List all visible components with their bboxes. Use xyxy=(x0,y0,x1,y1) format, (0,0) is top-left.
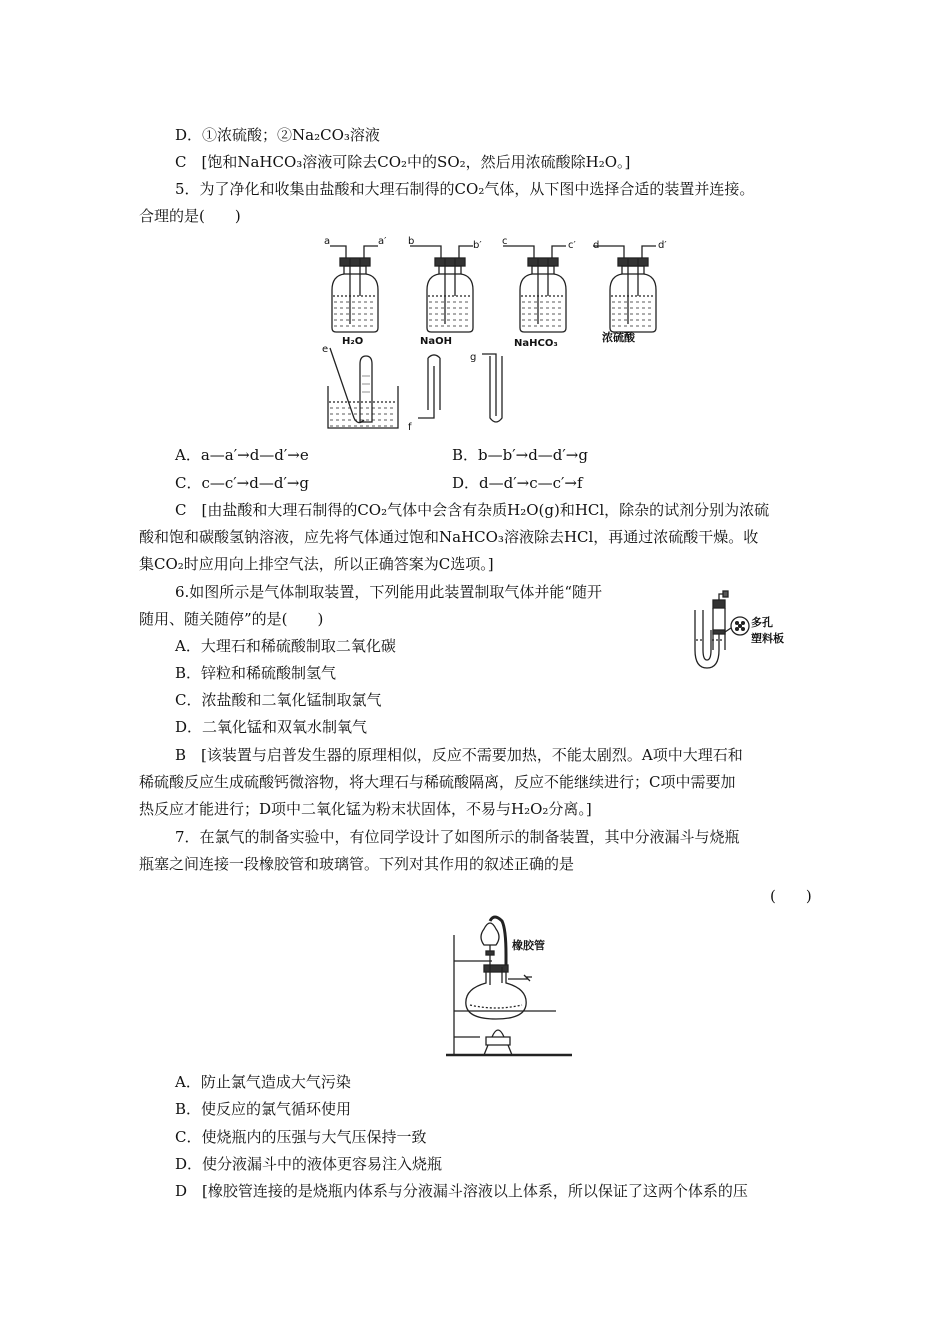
porous-plate-label-2: 塑料板 xyxy=(751,632,784,645)
rubber-tube-label: 橡胶管 xyxy=(512,939,545,952)
q5-stem-line2: 合理的是( ) xyxy=(139,207,241,225)
upward-collection-tube xyxy=(482,354,502,422)
downward-collection-tube xyxy=(418,355,440,418)
port-c-prime: c′ xyxy=(568,240,576,251)
port-c: c xyxy=(502,236,508,247)
q6-option-a: A．大理石和稀硫酸制取二氧化碳 xyxy=(175,637,396,655)
label-h2o: H₂O xyxy=(342,336,364,347)
q7-option-d: D．使分液漏斗中的液体更容易注入烧瓶 xyxy=(175,1155,443,1173)
q5-option-a: A．a—a′→d—d′→e xyxy=(175,446,309,464)
q6-answer-line2: 稀硫酸反应生成硫酸钙微溶物，将大理石与稀硫酸隔离，反应不能继续进行；C项中需要加 xyxy=(139,773,736,791)
label-conc-sulfuric-acid: 浓硫酸 xyxy=(602,331,635,344)
port-d-prime: d′ xyxy=(658,240,667,251)
port-b-prime: b′ xyxy=(473,240,482,251)
water-trough-collection xyxy=(328,348,398,428)
bottle-naoh xyxy=(410,246,473,332)
port-b: b xyxy=(408,236,415,247)
port-a: a xyxy=(324,236,331,247)
port-d: d xyxy=(593,240,600,251)
gas-washing-apparatus-figure xyxy=(310,236,680,434)
q7-answer-line1: D [橡胶管连接的是烧瓶内体系与分液漏斗溶液以上体系，所以保证了这两个体系的压 xyxy=(175,1182,748,1200)
q5-option-c: C．c—c′→d—d′→g xyxy=(175,474,310,492)
q7-answer-bracket: ( ) xyxy=(770,887,812,905)
q5-answer-line1: C [由盐酸和大理石制得的CO₂气体中会含有杂质H₂O(g)和HCl，除杂的试剂分别为浓硫 xyxy=(175,501,770,519)
q5-stem-line1: 5．为了净化和收集由盐酸和大理石制得的CO₂气体，从下图中选择合适的装置并连接。 xyxy=(175,180,755,198)
bottle-h2o xyxy=(330,246,378,332)
tube-label-g: g xyxy=(470,352,477,363)
chlorine-preparation-apparatus-figure xyxy=(440,915,590,1065)
q6-answer-line3: 热反应才能进行；D项中二氧化锰为粉末状固体，不易与H₂O₂分离。] xyxy=(139,800,592,818)
q7-option-a: A．防止氯气造成大气污染 xyxy=(175,1073,351,1091)
q7-option-b: B．使反应的氯气循环使用 xyxy=(175,1100,352,1118)
label-nahco3: NaHCO₃ xyxy=(514,338,558,349)
label-naoh: NaOH xyxy=(420,336,452,347)
q6-option-d: D．二氧化锰和双氧水制氧气 xyxy=(175,718,368,736)
q4-answer: C [饱和NaHCO₃溶液可除去CO₂中的SO₂，然后用浓硫酸除H₂O。] xyxy=(175,153,631,171)
tube-label-e: e xyxy=(322,344,329,355)
u-tube-apparatus-figure xyxy=(685,590,800,672)
q7-option-c: C．使烧瓶内的压强与大气压保持一致 xyxy=(175,1128,427,1146)
q6-option-b: B．锌粒和稀硫酸制氢气 xyxy=(175,664,337,682)
bottle-nahco3 xyxy=(503,246,566,332)
porous-plate-label-1: 多孔 xyxy=(751,616,773,629)
q6-stem-line2: 随用、随关随停”的是( ) xyxy=(139,610,324,628)
q7-stem-line1: 7．在氯气的制备实验中，有位同学设计了如图所示的制备装置，其中分液漏斗与烧瓶 xyxy=(175,828,740,846)
q5-option-d: D．d—d′→c—c′→f xyxy=(452,474,583,492)
q5-answer-line2: 酸和饱和碳酸氢钠溶液，应先将气体通过饱和NaHCO₃溶液除去HCl，再通过浓硫酸干燥。收 xyxy=(139,528,759,546)
port-a-prime: a′ xyxy=(378,236,387,247)
q5-answer-line3: 集CO₂时应用向上排空气法，所以正确答案为C选项。] xyxy=(139,555,494,573)
q6-answer-line1: B [该装置与启普发生器的原理相似，反应不需要加热，不能太剧烈。A项中大理石和 xyxy=(175,746,743,764)
q5-option-b: B．b—b′→d—d′→g xyxy=(452,446,588,464)
q7-stem-line2: 瓶塞之间连接一段橡胶管和玻璃管。下列对其作用的叙述正确的是 xyxy=(139,855,575,873)
q4-option-d: D．①浓硫酸；②Na₂CO₃溶液 xyxy=(175,126,380,144)
tube-label-f: f xyxy=(408,422,412,433)
bottle-conc-sulfuric-acid xyxy=(593,246,656,332)
q6-option-c: C．浓盐酸和二氧化锰制取氯气 xyxy=(175,691,382,709)
q6-stem-line1: 6.如图所示是气体制取装置，下列能用此装置制取气体并能“随开 xyxy=(175,583,602,601)
